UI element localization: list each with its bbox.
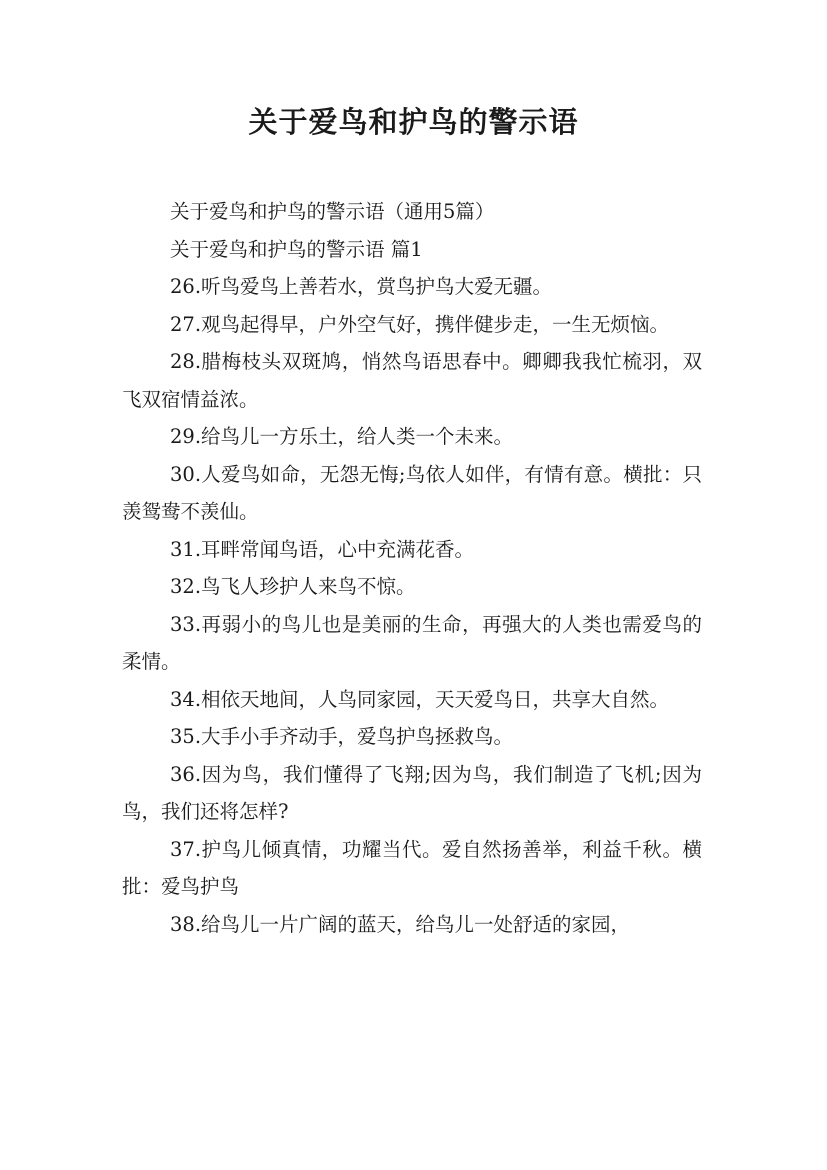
paragraph-item-26: 26.听鸟爱鸟上善若水，赏鸟护鸟大爱无疆。 <box>170 275 553 298</box>
paragraph-section-heading: 关于爱鸟和护鸟的警示语 篇1 <box>170 237 423 261</box>
paragraph-item-29: 29.给鸟儿一方乐土，给人类一个未来。 <box>170 425 514 448</box>
paragraph-item-34: 34.相依天地间，人鸟同家园，天天爱鸟日，共享大自然。 <box>170 687 670 711</box>
paragraph-item-35: 35.大手小手齐动手，爱鸟护鸟拯救鸟。 <box>170 725 514 748</box>
paragraph-item-33: 33.再弱小的鸟儿也是美丽的生命，再强大的人类也需爱鸟的柔情。 <box>122 612 702 673</box>
paragraph-subtitle: 关于爱鸟和护鸟的警示语（通用5篇） <box>170 200 495 223</box>
paragraph-item-36: 36.因为鸟，我们懂得了飞翔;因为鸟，我们制造了飞机;因为鸟，我们还将怎样? <box>122 762 702 823</box>
paragraph-item-31: 31.耳畔常闻鸟语，心中充满花香。 <box>170 537 475 561</box>
paragraph-item-27: 27.观鸟起得早，户外空气好，携伴健步走，一生无烦恼。 <box>170 312 670 336</box>
document-title: 关于爱鸟和护鸟的警示语 <box>248 105 579 139</box>
document-body <box>122 193 702 943</box>
paragraph-item-32: 32.鸟飞人珍护人来鸟不惊。 <box>170 575 416 598</box>
paragraph-item-38: 38.给鸟儿一片广阔的蓝天，给鸟儿一处舒适的家园， <box>170 912 631 936</box>
paragraph-item-28: 28.腊梅枝头双斑鸠，悄然鸟语思春中。卿卿我我忙梳羽，双飞双宿情益浓。 <box>122 350 702 411</box>
paragraph-item-30: 30.人爱鸟如命，无怨无悔;鸟依人如伴，有情有意。横批：只羡鸳鸯不羡仙。 <box>122 462 702 523</box>
paragraph-item-37: 37.护鸟儿倾真情，功耀当代。爱自然扬善举，利益千秋。横批：爱鸟护鸟 <box>122 837 702 898</box>
